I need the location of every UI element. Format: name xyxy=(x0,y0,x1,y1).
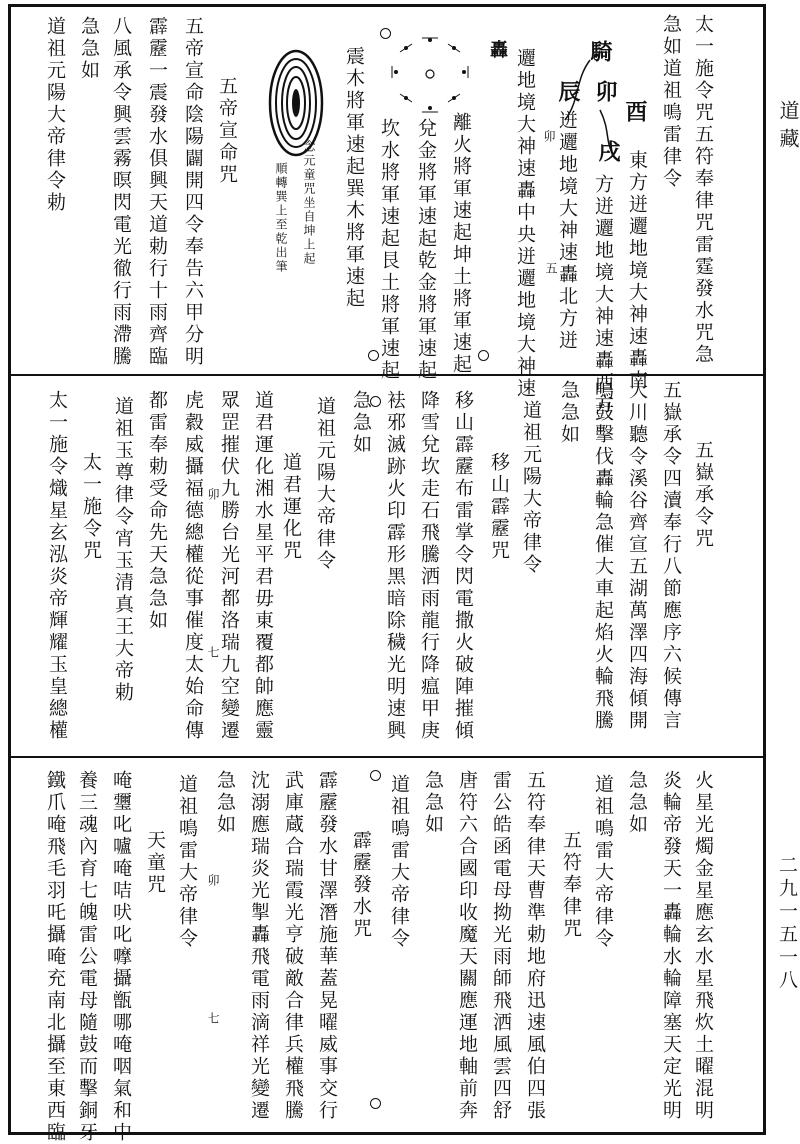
text-column: 鐵爪唵飛毛羽吒攝唵充南北攝至東西臨 xyxy=(44,770,66,1144)
small-mark: 七 xyxy=(206,1012,220,1026)
text-column: 道祖玉尊律令宵玉清真王大帝勅 xyxy=(112,396,134,704)
text-column: 太一施令咒五符奉律咒雷霆發水咒急 xyxy=(692,14,714,366)
text-column: 道祖鳴雷大帝律令 xyxy=(592,774,614,950)
text-column: 雷公皓函電母拗光雨師飛洒風雲四舒 xyxy=(490,770,512,1122)
text-column: 道祖元陽大帝律令 xyxy=(314,396,336,572)
text-column: 移山霹靂布雷掌令閃電撒火破陣摧傾 xyxy=(452,390,474,742)
eight-trigram-diagram xyxy=(382,30,482,120)
text-column: 移山霹靂咒 xyxy=(488,452,510,562)
small-mark: 卯 xyxy=(206,874,220,888)
text-column: 大川聽令溪谷齊宣五湖萬澤四海傾開 xyxy=(626,380,648,732)
text-column: 降雪兌坎走石飛騰洒雨龍行降瘟甲庚 xyxy=(418,390,440,742)
text-column: 迸邐地境大神速轟北方迸 xyxy=(556,110,578,352)
small-mark: 七 xyxy=(206,646,220,660)
text-column: 火星光燭金星應玄水星飛炊土曜混明 xyxy=(692,770,714,1122)
text-column: 道祖元陽大帝律令 xyxy=(520,400,542,576)
small-mark: 卯 xyxy=(542,130,556,144)
text-column: 太一施令熾星玄泓炎帝輝耀玉皇總權 xyxy=(46,390,68,742)
text-column: 離火將軍速起坤土將軍速起 xyxy=(450,112,472,376)
punctuation-circle xyxy=(370,1098,381,1109)
text-column: 袪邪滅跡火印霹形黑暗除穢光明速興 xyxy=(384,390,406,742)
text-column: 五嶽承令咒 xyxy=(692,440,714,550)
small-mark: 卯 xyxy=(206,488,220,502)
text-column: 道君運化咒 xyxy=(280,452,302,562)
text-column: 道君運化湘水星平君毋東覆都帥應靈 xyxy=(252,390,274,742)
text-column: 道祖鳴雷大帝律令 xyxy=(388,774,410,950)
text-column: 急急如 xyxy=(78,16,100,82)
talisman-char: 卯 xyxy=(592,80,618,102)
text-column: 東方迸邐地境大神速轟南 xyxy=(626,150,648,392)
talisman-char: 戌 xyxy=(595,140,621,162)
text-column: 震木將軍速起巽木將軍速起 xyxy=(343,46,365,310)
text-column: 唵瓕叱嚧唵咭吠叱嚤攝甑哪唵咽氣和中 xyxy=(110,770,132,1144)
text-column: 急急如 xyxy=(422,770,444,836)
text-column: 坎水將軍速起艮土將軍速起 xyxy=(378,118,400,382)
text-column: 炎輪帝發天一轟輪水輪障塞天定光明 xyxy=(660,770,682,1122)
diagram-note: 念元童咒坐自坤上起 xyxy=(302,140,316,266)
text-column: 都雷奉勅受命先天急急如 xyxy=(146,390,168,632)
text-column: 天童咒 xyxy=(144,830,166,896)
register-divider-lower xyxy=(11,756,763,758)
text-column: 八風承令興雲霧暝閃電光徹行雨滯騰 xyxy=(110,16,132,368)
text-column: 五帝宣命咒 xyxy=(216,76,238,186)
text-column: 五嶽承令四瀆奉行八節應序六候傳言 xyxy=(660,380,682,732)
book-title: 道藏 xyxy=(776,100,800,156)
talisman-char: 騎 xyxy=(587,40,613,62)
diagram-note: 順轉巽上至乾出筆 xyxy=(274,162,288,274)
punctuation-circle xyxy=(478,350,489,361)
text-column: 方迸邐地境大神速轟西方 xyxy=(592,174,614,416)
text-column: 唐符六合國印收魔天關應運地軸前奔 xyxy=(456,770,478,1122)
punctuation-circle xyxy=(370,770,381,781)
text-column: 眾罡摧伏九勝台光河都洛瑞九空變遷 xyxy=(218,390,240,742)
text-column: 養三魂內育七魄雷公電母隨鼓而擊銅牙 xyxy=(76,770,98,1144)
text-column: 道祖鳴雷大帝律令 xyxy=(176,774,198,950)
text-column: 太一施令咒 xyxy=(80,452,102,562)
text-column: 急如道祖鳴雷律令 xyxy=(660,14,682,190)
text-column: 五帝宣命陰陽闢開四令奉告六甲分明 xyxy=(182,16,204,368)
text-column: 急急如 xyxy=(350,390,372,456)
talisman-char: 轟 xyxy=(487,40,508,58)
text-column: 五符奉律咒 xyxy=(560,830,582,940)
talisman-char: 酉 xyxy=(622,100,648,122)
text-column: 沈溺應瑞炎光掣轟飛電雨滴祥光變遷 xyxy=(248,770,270,1122)
text-column: 五符奉律天曹準勅地府迅速風伯四張 xyxy=(524,770,546,1122)
small-mark: 五 xyxy=(544,262,558,276)
text-column: 霹靂發水咒 xyxy=(350,830,372,940)
text-column: 武庫蔵合瑞霞光亨破敵合律兵權飛騰 xyxy=(282,770,304,1122)
punctuation-circle xyxy=(370,396,381,407)
punctuation-circle xyxy=(380,28,391,39)
text-column: 兌金將軍速起乾金將軍速起 xyxy=(415,118,437,382)
text-column: 霹靂一震發水俱興天道勅行十雨齊臨 xyxy=(146,16,168,368)
text-column: 邐地境大神速轟中央迸邐地境大神速 xyxy=(514,48,536,400)
text-column: 霹靂發水甘澤潛施華蓋晃曜威事交行 xyxy=(316,770,338,1122)
text-column: 鳴鼓擊伐轟輪急催大車起焰火輪飛騰 xyxy=(592,380,614,732)
text-column: 急急如 xyxy=(626,770,648,836)
text-column: 道祖元陽大帝律令勅 xyxy=(44,16,66,214)
text-column: 急急如 xyxy=(558,380,580,446)
page-number: 二九一五一八 xyxy=(776,855,798,993)
text-column: 虎縠威攝福德總權從事催度太始命傳 xyxy=(182,390,204,742)
punctuation-circle xyxy=(368,350,379,361)
text-column: 急急如 xyxy=(214,770,236,836)
talisman-char: 辰 xyxy=(555,80,581,102)
